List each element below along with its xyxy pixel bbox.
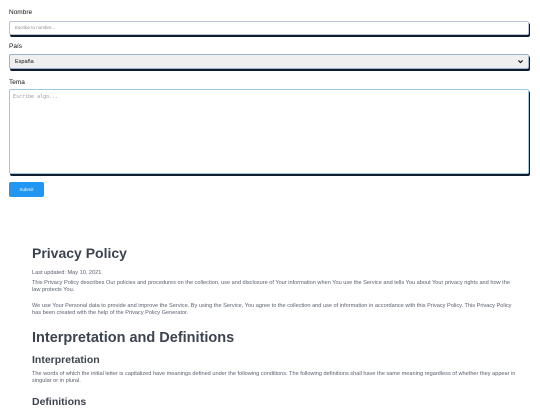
- policy-title: Privacy Policy: [32, 245, 127, 261]
- policy-paragraph-1: This Privacy Policy describes Our policies and procedures on the collection, use and disclosure of Your information when You use the Service and tells You about Your privacy rights and how the law protects You.: [32, 280, 510, 293]
- name-placeholder: Escribe tu nombre...: [15, 25, 56, 30]
- topic-textarea[interactable]: [9, 89, 529, 174]
- policy-paragraph-2: We use Your Personal data to provide and improve the Service. By using the Service, You agree to the collection and use of information in accordance with this Privacy Policy. This Privacy Policy has been created with the help of the Privacy Policy Generator.: [32, 303, 512, 316]
- interpretation-paragraph: The words of which the initial letter is capitalized have meanings defined under the following conditions. The following definitions shall have the same meaning regardless of whether they appear in singular or in plural.: [32, 371, 516, 384]
- country-label: País: [9, 43, 23, 50]
- topic-label: Tema: [9, 79, 25, 86]
- name-label: Nombre: [9, 9, 33, 16]
- chevron-down-icon: [517, 58, 524, 65]
- country-select[interactable]: [9, 54, 529, 69]
- section-heading-interpretation-definitions: Interpretation and Definitions: [32, 330, 235, 346]
- name-input[interactable]: [9, 21, 529, 35]
- submit-button[interactable]: Submit: [9, 182, 44, 197]
- subsection-heading-interpretation: Interpretation: [32, 354, 100, 366]
- subsection-heading-definitions: Definitions: [32, 396, 87, 408]
- last-updated: Last updated: May 10, 2021: [32, 270, 102, 276]
- topic-placeholder: Escribe algo...: [13, 94, 59, 100]
- country-selected-value: España: [15, 58, 34, 65]
